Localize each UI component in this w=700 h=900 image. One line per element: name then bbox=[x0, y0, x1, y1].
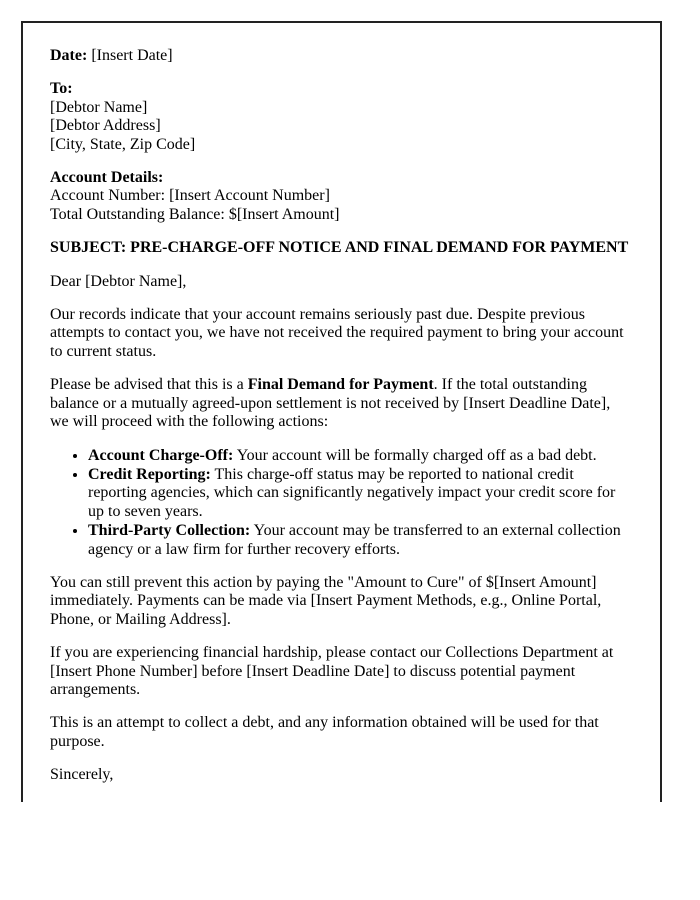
date-line bbox=[50, 47, 632, 65]
recipient-city-state-zip: [City, State, Zip Code] bbox=[50, 135, 196, 153]
action-third-party-text: Your account may be transferred to an external collection agency or a law firm for further recovery efforts. bbox=[88, 522, 621, 558]
final-demand-bold: Final Demand for Payment bbox=[247, 376, 434, 394]
outstanding-balance-line: Total Outstanding Balance: $[Insert Amount] bbox=[50, 205, 340, 223]
action-credit-reporting-label: Credit Reporting: bbox=[88, 465, 211, 483]
action-charge-off-label: Account Charge-Off: bbox=[88, 446, 234, 464]
action-item-credit-reporting bbox=[88, 466, 632, 521]
paragraph-debt-collection-notice: This is an attempt to collect a debt, and any information obtained will be used for that purpose. bbox=[50, 714, 599, 750]
final-demand-after: . If the total outstanding balance or a mutually agreed-upon settlement is not received by [Insert Deadline Date], we will proceed with the following actions: bbox=[50, 376, 611, 431]
recipient-address: [Debtor Address] bbox=[50, 117, 161, 135]
date-value: [Insert Date] bbox=[91, 47, 173, 64]
date-label: Date: bbox=[50, 47, 88, 64]
account-number-line: Account Number: [Insert Account Number] bbox=[50, 187, 330, 205]
paragraph-final-demand bbox=[50, 376, 632, 431]
letter-document bbox=[21, 21, 662, 802]
account-details-block bbox=[50, 169, 632, 224]
paragraph-hardship: If you are experiencing financial hardship, please contact our Collections Department at [Insert Phone Number] before [Insert Deadline Date] to discuss potential payment arrangements. bbox=[50, 644, 614, 698]
action-credit-reporting-text: This charge-off status may be reported to national credit reporting agencies, which can significantly negatively impact your credit score for up to seven years. bbox=[88, 465, 616, 520]
actions-list bbox=[50, 447, 632, 559]
action-item-third-party bbox=[88, 522, 632, 559]
paragraph-past-due: Our records indicate that your account remains seriously past due. Despite previous attempts to contact you, we have not received the required payment to bring your account to current status. bbox=[50, 306, 624, 360]
recipient-block bbox=[50, 80, 632, 154]
salutation: Dear [Debtor Name], bbox=[50, 272, 187, 290]
subject-line: SUBJECT: PRE-CHARGE-OFF NOTICE AND FINAL DEMAND FOR PAYMENT bbox=[50, 239, 629, 257]
action-third-party-label: Third-Party Collection: bbox=[88, 522, 251, 540]
recipient-label: To: bbox=[50, 80, 73, 98]
action-charge-off-text: Your account will be formally charged off as a bad debt. bbox=[233, 446, 597, 464]
final-demand-before: Please be advised that this is a bbox=[50, 376, 248, 394]
closing: Sincerely, bbox=[50, 766, 114, 784]
paragraph-amount-to-cure: You can still prevent this action by paying the "Amount to Cure" of $[Insert Amount] immediately. Payments can be made via [Insert Payment Methods, e.g., Online Portal, Phone, or Mailing Address]. bbox=[50, 573, 602, 628]
action-item-charge-off bbox=[88, 447, 632, 465]
recipient-name: [Debtor Name] bbox=[50, 98, 148, 116]
account-details-label: Account Details: bbox=[50, 169, 164, 187]
